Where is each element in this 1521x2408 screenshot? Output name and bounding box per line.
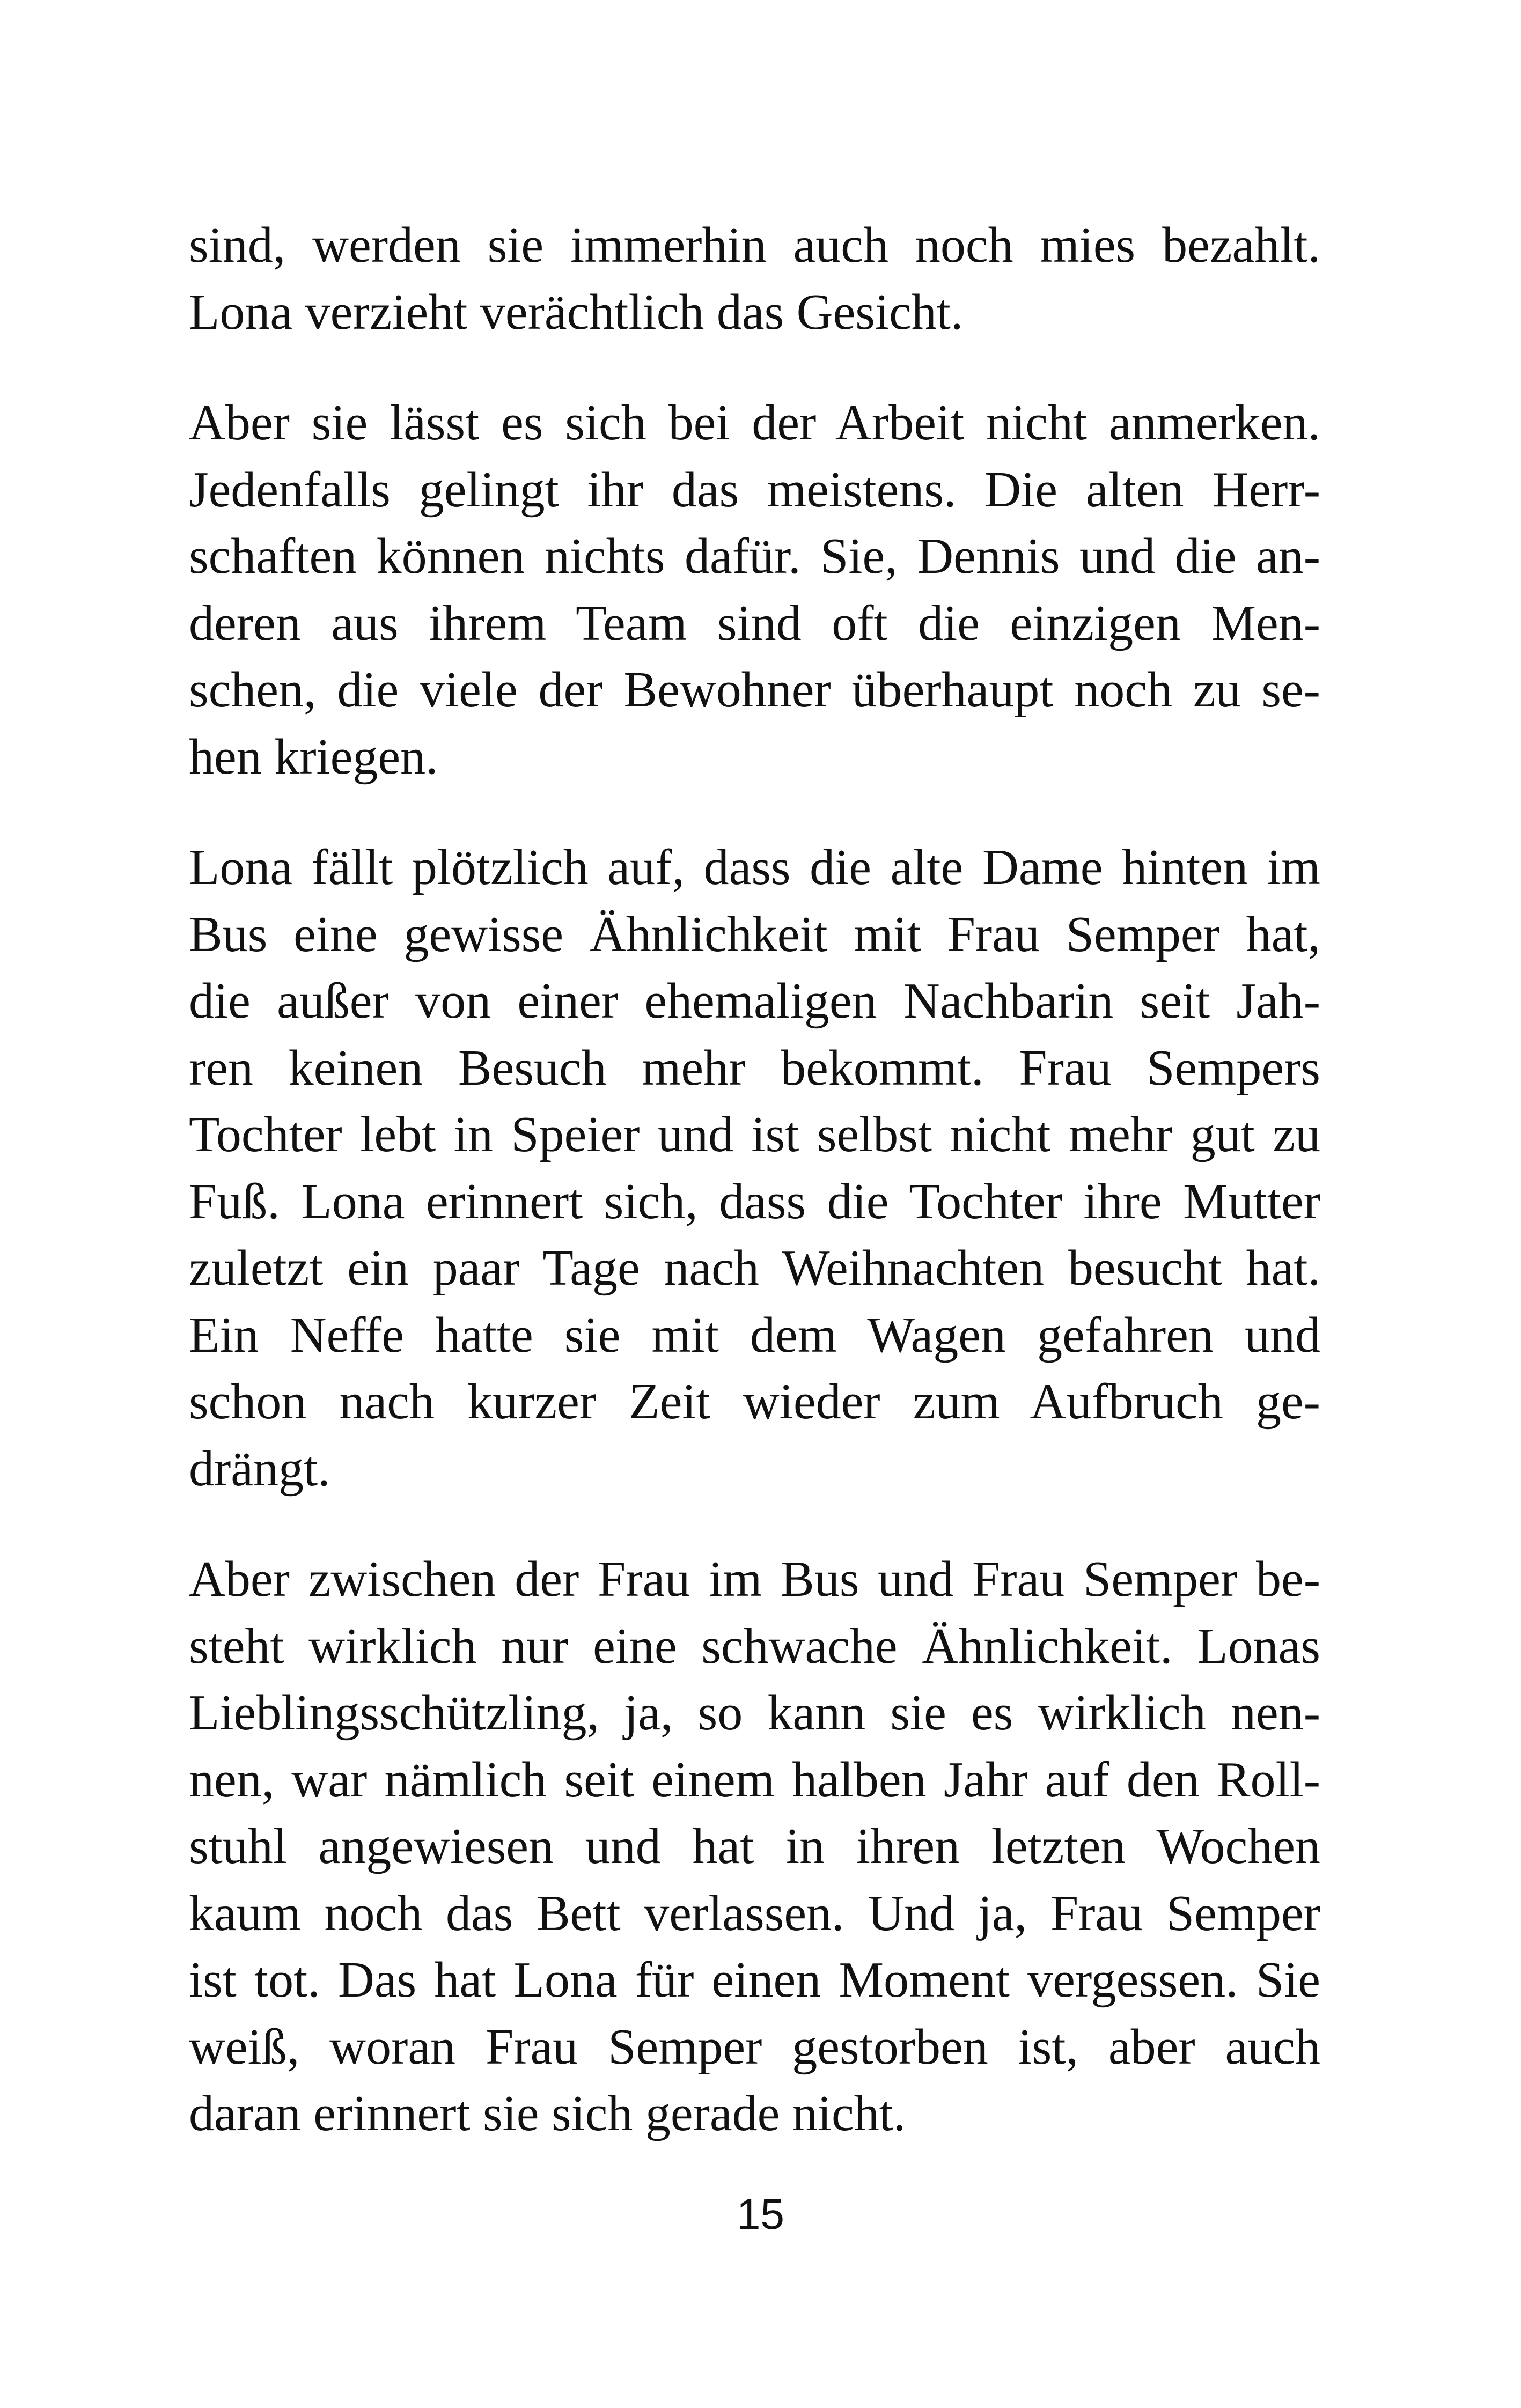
body-text: [189, 212, 1320, 2147]
text-line: hen kriegen.: [189, 728, 438, 785]
paragraph-3: [189, 834, 1320, 1502]
text-line: schen, die viele der Bewohner überhaupt noch zu se-: [189, 662, 1320, 718]
paragraph-1: [189, 212, 1320, 345]
text-line: nen, war nämlich seit einem halben Jahr auf den Roll-: [189, 1751, 1320, 1808]
text-line: ist tot. Das hat Lona für einen Moment vergessen. Sie: [189, 1952, 1320, 2008]
text-line: Jedenfalls gelingt ihr das meistens. Die alten Herr-: [189, 461, 1320, 518]
text-line: Lona verzieht verächtlich das Gesicht.: [189, 284, 964, 340]
text-line: Lieblingsschützling, ja, so kann sie es wirklich nen-: [189, 1685, 1320, 1741]
text-line: weiß, woran Frau Semper gestorben ist, aber auch: [189, 2019, 1320, 2075]
text-line: Lona fällt plötzlich auf, dass die alte Dame hinten im: [189, 840, 1320, 895]
text-line: deren aus ihrem Team sind oft die einzigen Men-: [189, 595, 1320, 651]
text-line: kaum noch das Bett verlassen. Und ja, Frau Semper: [189, 1885, 1320, 1941]
text-line: Aber zwischen der Frau im Bus und Frau Semper be-: [189, 1551, 1320, 1607]
text-line: sind, werden sie immerhin auch noch mies bezahlt.: [189, 217, 1320, 273]
text-line: Fuß. Lona erinnert sich, dass die Tochter ihre Mutter: [189, 1173, 1320, 1229]
text-line: schon nach kurzer Zeit wieder zum Aufbruch ge-: [189, 1374, 1320, 1430]
paragraph-2: [189, 389, 1320, 790]
page-number: 15: [737, 2190, 784, 2238]
text-line: stuhl angewiesen und hat in ihren letzten Wochen: [189, 1818, 1320, 1874]
text-line: drängt.: [189, 1440, 330, 1497]
text-line: Ein Neffe hatte sie mit dem Wagen gefahren und: [189, 1307, 1320, 1363]
paragraph-4: [189, 1546, 1320, 2147]
text-line: Bus eine gewisse Ähnlichkeit mit Frau Semper hat,: [189, 906, 1320, 962]
text-line: steht wirklich nur eine schwache Ähnlichkeit. Lonas: [189, 1618, 1320, 1674]
text-line: die außer von einer ehemaligen Nachbarin seit Jah-: [189, 973, 1320, 1029]
text-line: schaften können nichts dafür. Sie, Dennis und die an-: [189, 528, 1320, 584]
text-line: Tochter lebt in Speier und ist selbst nicht mehr gut zu: [189, 1107, 1320, 1162]
text-line: ren keinen Besuch mehr bekommt. Frau Sempers: [189, 1040, 1320, 1096]
text-line: Aber sie lässt es sich bei der Arbeit nicht anmerken.: [189, 395, 1320, 451]
text-line: zuletzt ein paar Tage nach Weihnachten besucht hat.: [189, 1240, 1320, 1296]
text-line: daran erinnert sie sich gerade nicht.: [189, 2086, 906, 2141]
